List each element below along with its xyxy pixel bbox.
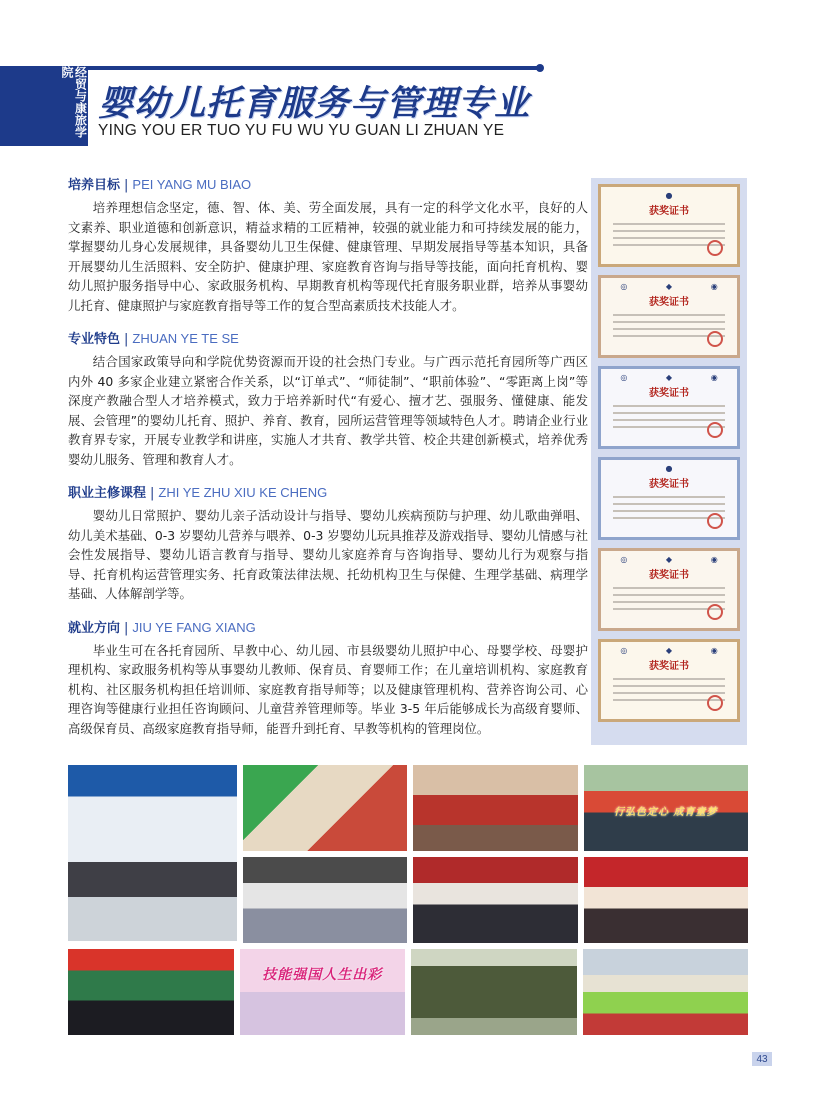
section-body: 结合国家政策导向和学院优势资源而开设的社会热门专业。与广西示范托育园所等广西区内外 40 多家企业建立紧密合作关系，以“订单式”、“师徒制”、“职前体验”、“零距离上岗”等深度产教融合型人才培养模式，致力于培养新时代“有爱心、擅才艺、强服务、懂健康、能发展、会管理”的婴幼儿托育、照护、养育、教育，园所运营管理等领域特色人才。聘请企业行业教育界专家，开展专业教学和讲座，实施人才共育、教学共管、校企共建创新模式，培养优秀婴幼儿服务、管理和教育人才。 [68, 354, 588, 467]
page-title: 婴幼儿托育服务与管理专业 [98, 84, 531, 124]
certificate-emblem: ◎ ◆ ◉ [620, 373, 718, 382]
section-heading [68, 483, 588, 504]
seal-icon [707, 331, 723, 347]
certificate-emblem: ◎ ◆ ◉ [620, 555, 718, 564]
section-pinyin: ZHUAN YE TE SE [132, 331, 239, 346]
text-column [68, 175, 588, 752]
certificate-emblem: ● [665, 464, 673, 473]
section-goals [68, 175, 588, 315]
certificate-title: 获奖证书 [649, 479, 689, 490]
seal-icon [707, 240, 723, 256]
photo-presentation [68, 949, 234, 1035]
photo-military-training [411, 949, 577, 1035]
seal-icon [707, 695, 723, 711]
certificate-emblem: ◎ ◆ ◉ [620, 646, 718, 655]
section-separator: | [124, 178, 129, 193]
certificate-image [598, 184, 740, 267]
page-number: 43 [752, 1052, 772, 1066]
section-features [68, 329, 588, 469]
certificate-title: 获奖证书 [649, 661, 689, 672]
seal-icon [707, 513, 723, 529]
section-separator: | [150, 486, 155, 501]
certificate-emblem: ● [665, 191, 673, 200]
section-heading [68, 175, 588, 196]
section-body: 毕业生可在各托育园所、早教中心、幼儿园、市县级婴幼儿照护中心、母婴学校、母婴护理机构、家政服务机构等从事婴幼儿教师、保育员、育婴师工作；在儿童培训机构、家庭教育机构、社区服务机构担任培训师、家庭教育指导师等；以及健康管理机构、营养咨询公司、心理咨询等健康行业担任咨询顾问、儿童营养管理师等。毕业 3-5 年后能够成长为高级育婴师、高级保育员、高级家庭教育指导师，能晋升到托育、早教等机构的管理岗位。 [68, 642, 588, 736]
section-heading [68, 618, 588, 639]
section-pinyin: ZHI YE ZHU XIU KE CHENG [158, 485, 328, 500]
photo-row [68, 765, 748, 943]
section-body: 婴幼儿日常照护、婴幼儿亲子活动设计与指导、婴幼儿疾病预防与护理、幼儿歌曲弹唱、幼儿美术基础、0-3 岁婴幼儿营养与喂养、0-3 岁婴幼儿玩具推荐及游戏指导、婴幼儿情感与社会性发展指导、婴幼儿语言教育与指导、婴幼儿家庭养育与咨询指导、婴幼儿行为观察与指导、托育机构运营管理实务、托育政策法律法规、托幼机构卫生与保健、生理学基础、病理学基础、人体解剖学等。 [68, 508, 588, 601]
seal-icon [707, 604, 723, 620]
section-pinyin: PEI YANG MU BIAO [132, 177, 252, 192]
section-separator: | [124, 620, 129, 636]
photo-ceremony-stage [584, 857, 749, 943]
header-rule-dot [536, 64, 544, 72]
certificate-panel [591, 178, 747, 745]
photo-classroom-craft [243, 765, 408, 851]
certificate-title: 获奖证书 [649, 297, 689, 308]
photo-outdoor-banner [584, 765, 749, 851]
header-rule [88, 66, 540, 70]
photo-skills-contest [240, 949, 406, 1035]
certificate-image [598, 639, 740, 722]
section-courses [68, 483, 588, 604]
photo-banner-text: 行弘色定心 成育童梦 [614, 806, 718, 818]
seal-icon [707, 422, 723, 438]
section-heading [68, 329, 588, 350]
certificate-image [598, 366, 740, 449]
photo-gallery [68, 765, 748, 1041]
section-body: 培养理想信念坚定，德、智、体、美、劳全面发展，具有一定的科学文化水平，良好的人文素养、职业道德和创新意识，精益求精的工匠精神，较强的就业能力和可持续发展的能力，掌握婴幼儿身心发展规律，具备婴幼儿卫生保健、健康管理、早期发展指导等基本知识，具备开展婴幼儿生活照料、安全防护、健康护理、家庭教育咨询与指导等技能，面向托育机构、婴幼儿照护服务指导中心、家政服务机构、早期教育机构等现代托育服务职业群，培养从事婴幼儿托育、健康照护与家庭教育指导等工作的复合型高素质技术技能人才。 [68, 200, 588, 313]
certificate-image [598, 457, 740, 540]
photo-classroom-kids [243, 857, 408, 943]
photo-nursery-visit [68, 765, 237, 941]
section-title: 培养目标 [68, 178, 121, 193]
certificate-image [598, 275, 740, 358]
certificate-emblem: ◎ ◆ ◉ [620, 282, 718, 291]
certificate-title: 获奖证书 [649, 570, 689, 581]
section-pinyin: JIU YE FANG XIANG [132, 619, 256, 635]
photo-group-classroom [413, 765, 578, 851]
certificate-title: 获奖证书 [649, 388, 689, 399]
photo-banner-text: 技能强国人生出彩 [262, 967, 383, 983]
section-title: 职业主修课程 [68, 486, 147, 501]
certificate-image [598, 548, 740, 631]
section-careers [68, 618, 588, 739]
photo-group-hall [413, 857, 578, 943]
page-subtitle: YING YOU ER TUO YU FU WU YU GUAN LI ZHUAN YE [98, 122, 505, 139]
certificate-title: 获奖证书 [649, 206, 689, 217]
photo-sports-field [583, 949, 749, 1035]
photo-row [68, 949, 748, 1035]
section-title: 专业特色 [68, 332, 121, 347]
section-separator: | [124, 332, 129, 347]
college-label: 经贸与康旅学院 [60, 66, 88, 138]
section-title: 就业方向 [68, 620, 121, 636]
